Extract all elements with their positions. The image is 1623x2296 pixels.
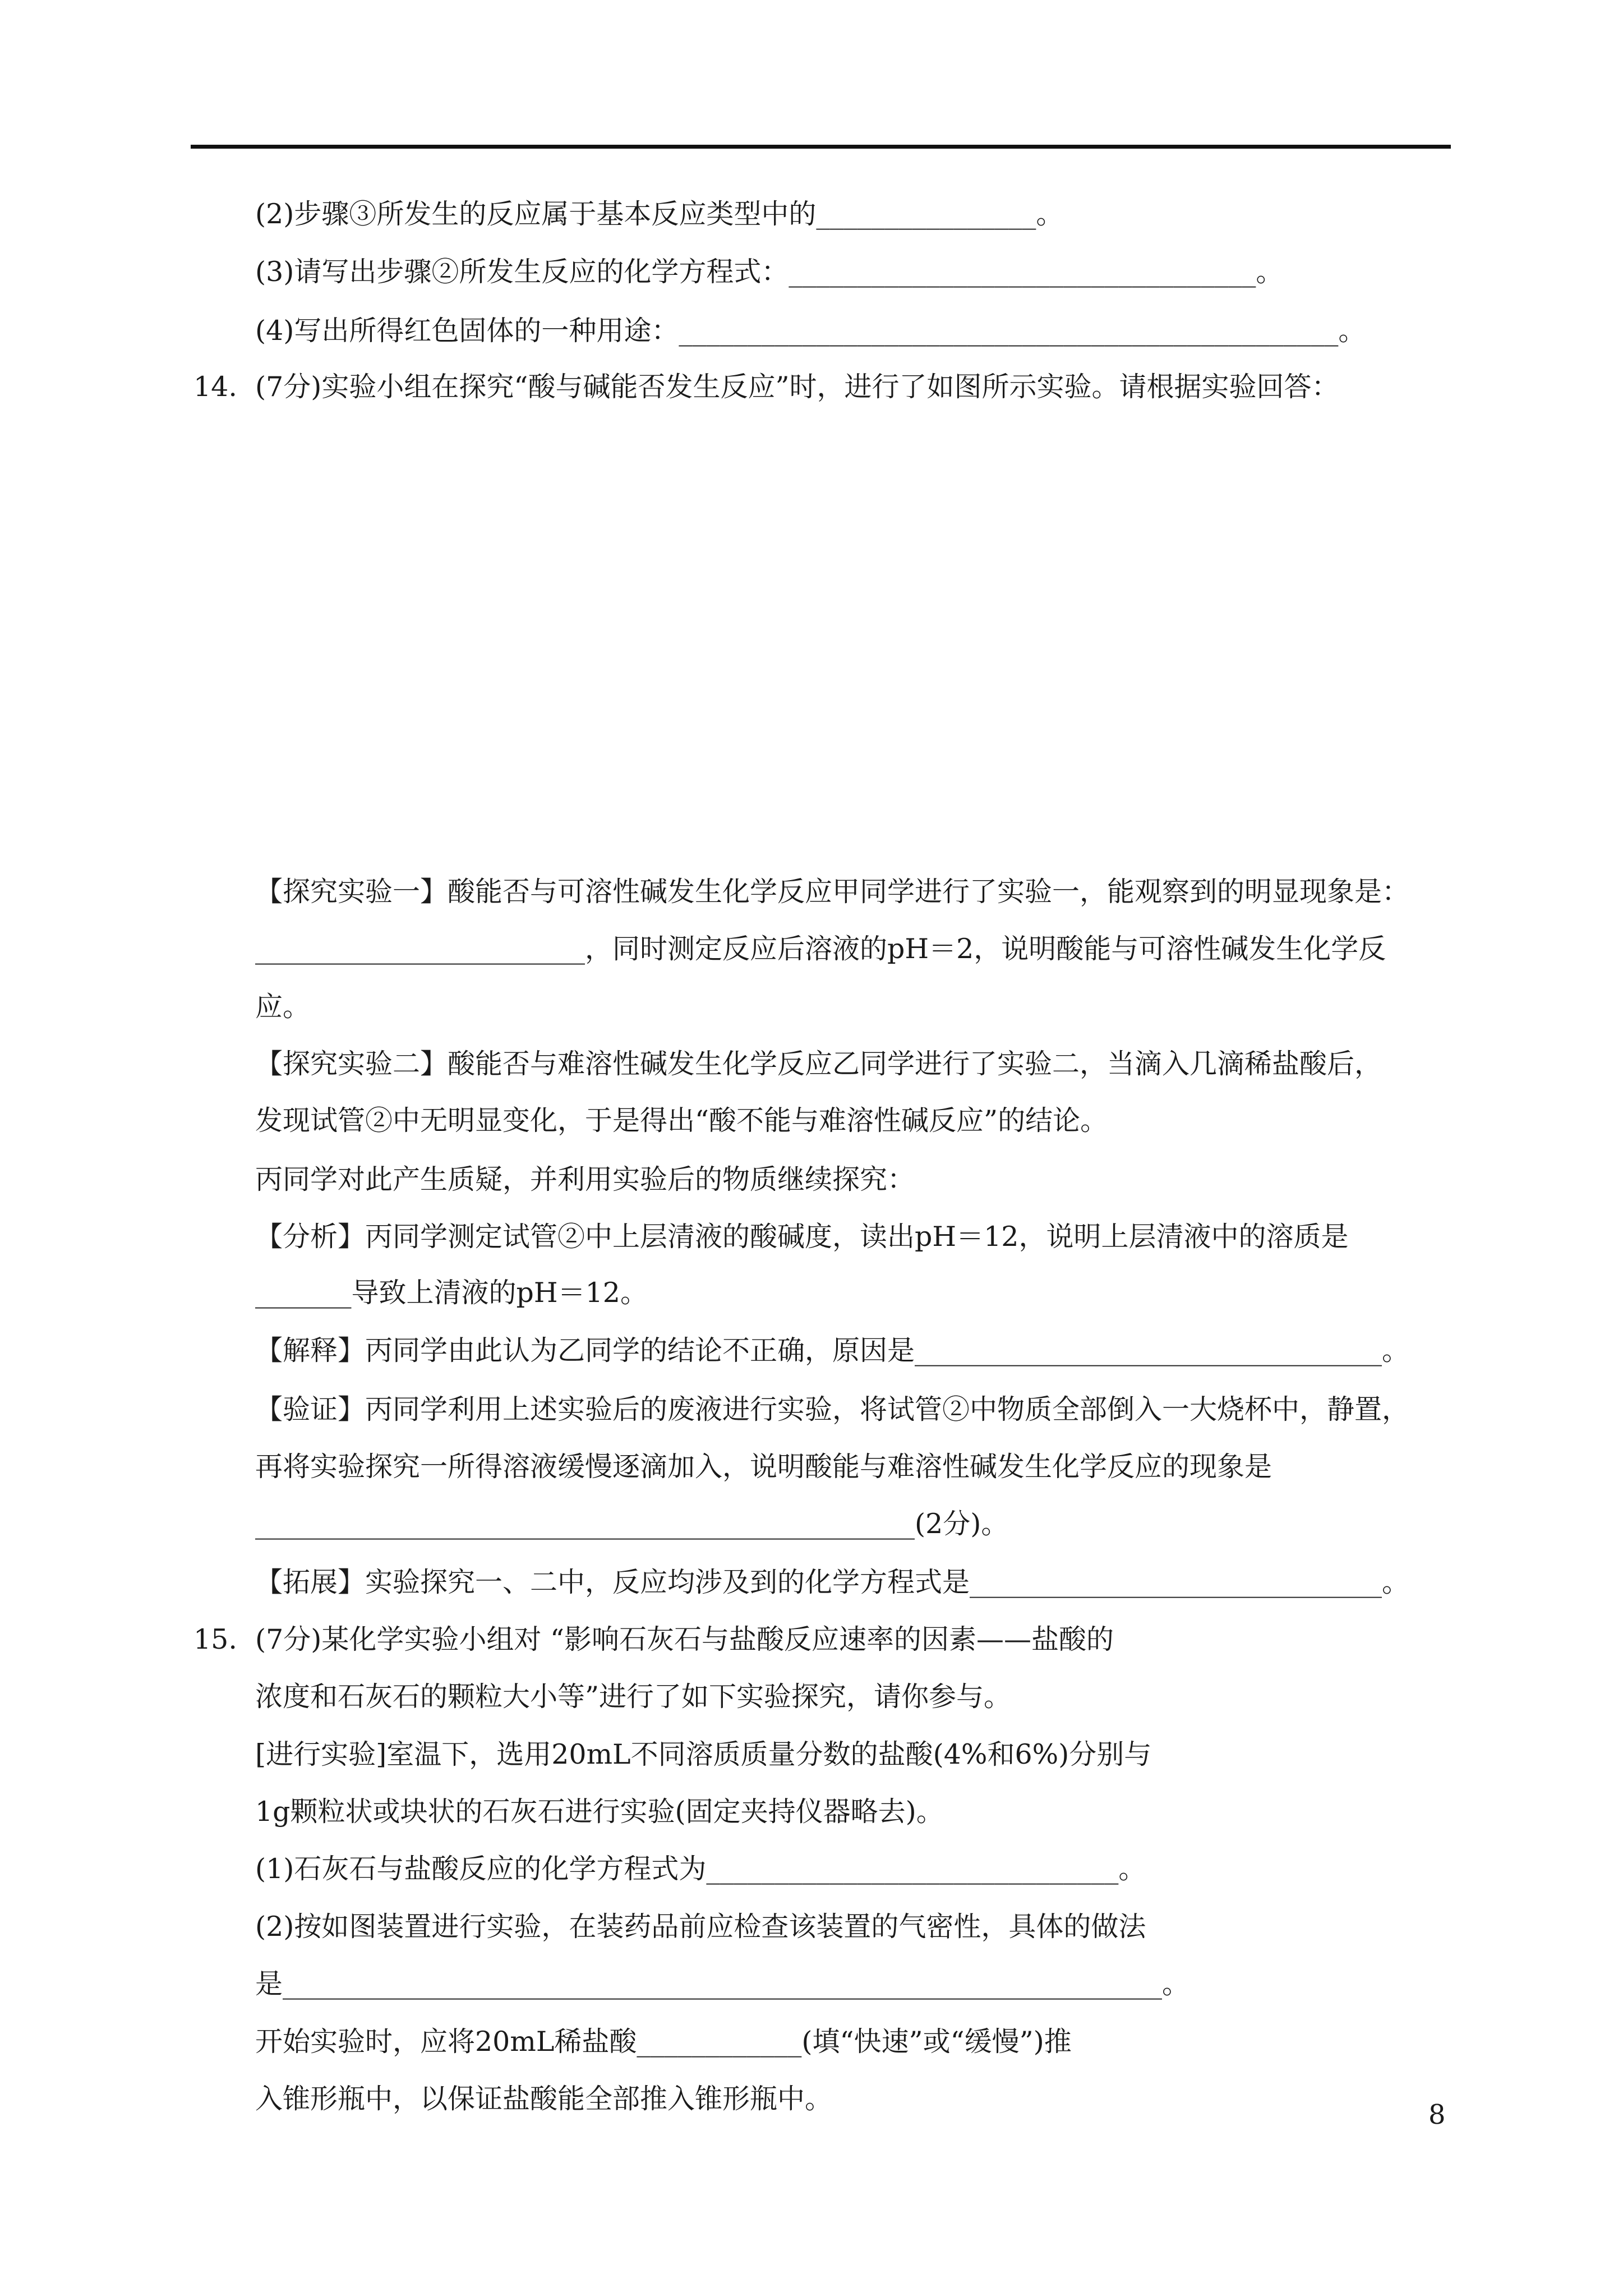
q15-part2-line3: 开始实验时，应将20mL稀盐酸____________(填“快速”或“缓慢”)推 — [255, 2026, 1072, 2058]
q14-exp2-line1: 【探究实验二】酸能否与难溶性碱发生化学反应乙同学进行了实验二，当滴入几滴稀盐酸后， — [255, 1048, 1382, 1080]
q14-figure-area — [255, 449, 1433, 830]
q15-part2-line1: (2)按如图装置进行实验，在装药品前应检查该装置的气密性，具体的做法 — [255, 1911, 1146, 1943]
q14-explanation: 【解释】丙同学由此认为乙同学的结论不正确，原因是__________________________________。 — [255, 1335, 1410, 1366]
q13-part2: (2)步骤③所发生的反应属于基本反应类型中的________________。 — [255, 198, 1064, 230]
q14-number: 14. — [193, 371, 237, 403]
q13-part4: (4)写出所得红色固体的一种用途：________________________________________________。 — [255, 315, 1366, 347]
q14-exp1-line2: ________________________，同时测定反应后溶液的pH＝2，说明酸能与可溶性碱发生化学反 — [255, 933, 1386, 965]
q15-stem-line2: 浓度和石灰石的颗粒大小等”进行了如下实验探究，请你参与。 — [255, 1681, 1012, 1713]
q14-exp1-line1: 【探究实验一】酸能否与可溶性碱发生化学反应甲同学进行了实验一，能观察到的明显现象是： — [255, 876, 1410, 908]
q14-analysis-line2: _______导致上清液的pH＝12。 — [255, 1277, 648, 1309]
q14-verify-line1: 【验证】丙同学利用上述实验后的废液进行实验，将试管②中物质全部倒入一大烧杯中，静置， — [255, 1393, 1410, 1425]
q14-verify-line3: ________________________________________________(2分)。 — [255, 1508, 1009, 1540]
q14-verify-line2: 再将实验探究一所得溶液缓慢逐滴加入，说明酸能与难溶性碱发生化学反应的现象是 — [255, 1451, 1272, 1483]
q14-extension: 【拓展】实验探究一、二中，反应均涉及到的化学方程式是______________________________。 — [255, 1566, 1410, 1598]
header-rule — [191, 145, 1451, 149]
q14-exp2-line2: 发现试管②中无明显变化，于是得出“酸不能与难溶性碱反应”的结论。 — [255, 1105, 1108, 1137]
page-number: 8 — [1428, 2099, 1446, 2131]
q15-stem-line1: (7分)某化学实验小组对 “影响石灰石与盐酸反应速率的因素——盐酸的 — [255, 1623, 1114, 1655]
q14-exp1-line3: 应。 — [255, 991, 311, 1023]
q15-part2-line4: 入锥形瓶中，以保证盐酸能全部推入锥形瓶中。 — [255, 2083, 833, 2115]
q14-doubt: 丙同学对此产生质疑，并利用实验后的物质继续探究： — [255, 1163, 915, 1195]
q14-analysis-line1: 【分析】丙同学测定试管②中上层清液的酸碱度，读出pH＝12，说明上层清液中的溶质是 — [255, 1221, 1349, 1253]
q13-part3: (3)请写出步骤②所发生反应的化学方程式：__________________________________。 — [255, 256, 1284, 288]
q14-stem: (7分)实验小组在探究“酸与碱能否发生反应”时，进行了如图所示实验。请根据实验回答： — [255, 371, 1339, 403]
q15-experiment-line2: 1g颗粒状或块状的石灰石进行实验(固定夹持仪器略去)。 — [255, 1796, 944, 1828]
q15-part1: (1)石灰石与盐酸反应的化学方程式为______________________________。 — [255, 1853, 1146, 1885]
q15-part2-line2: 是________________________________________________________________。 — [255, 1968, 1189, 2000]
q15-experiment-line1: [进行实验]室温下，选用20mL不同溶质质量分数的盐酸(4%和6%)分别与 — [255, 1738, 1152, 1770]
q15-number: 15. — [193, 1623, 237, 1655]
